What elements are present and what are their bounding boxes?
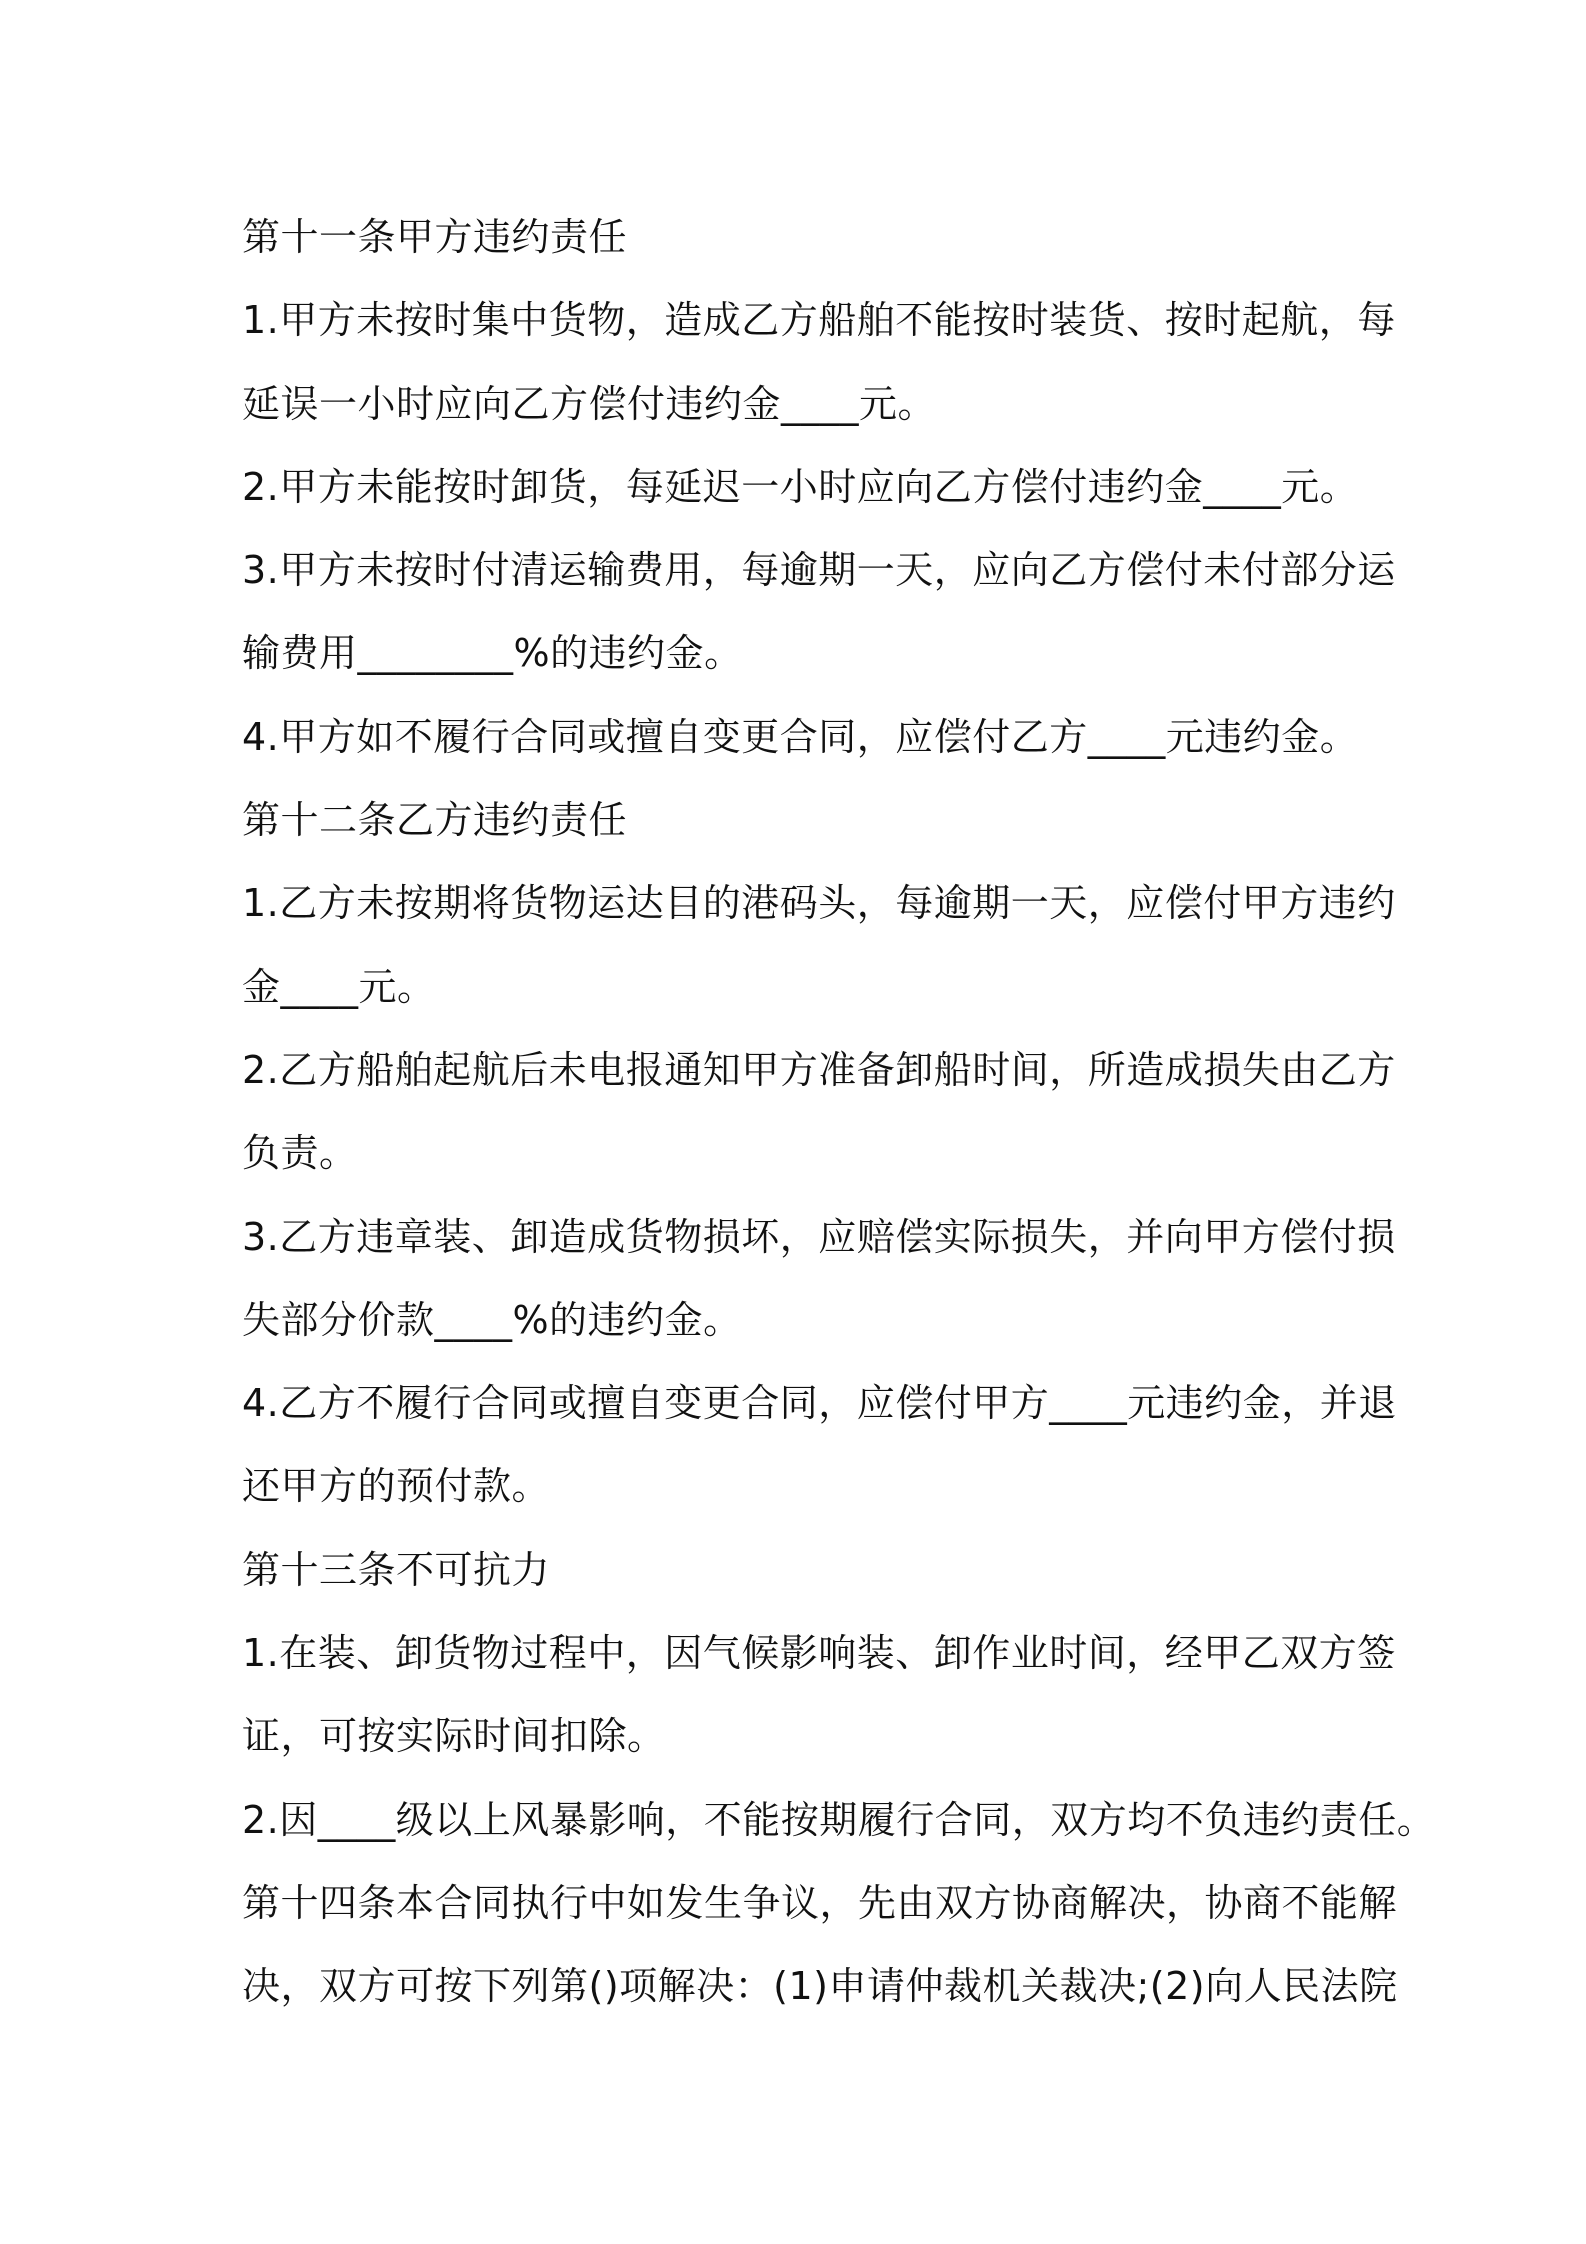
article-11-clause-3-line-2: 输费用________%的违约金。 (242, 631, 743, 676)
article-12-heading: 第十二条乙方违约责任 (242, 798, 628, 843)
article-13-clause-2: 2.因____级以上风暴影响，不能按期履行合同，双方均不负违约责任。 (242, 1797, 1436, 1842)
article-11-clause-1-line-2: 延误一小时应向乙方偿付违约金____元。 (242, 381, 937, 426)
article-11-heading: 第十一条甲方违约责任 (242, 215, 628, 259)
article-12-clause-4-line-1: 4.乙方不履行合同或擅自变更合同，应偿付甲方____元违约金，并退 (242, 1381, 1397, 1426)
article-12-clause-2-line-2: 负责。 (242, 1131, 358, 1176)
article-13-clause-1-line-1: 1.在装、卸货物过程中，因气候影响装、卸作业时间，经甲乙双方签 (242, 1631, 1396, 1676)
article-11-clause-4: 4.甲方如不履行合同或擅自变更合同，应偿付乙方____元违约金。 (242, 714, 1359, 759)
article-14-line-1: 第十四条本合同执行中如发生争议，先由双方协商解决，协商不能解 (242, 1880, 1398, 1925)
article-13-heading: 第十三条不可抗力 (242, 1547, 551, 1592)
article-11-clause-3-line-1: 3.甲方未按时付清运输费用，每逾期一天，应向乙方偿付未付部分运 (242, 548, 1396, 593)
article-14-line-2: 决，双方可按下列第()项解决：(1)申请仲裁机关裁决;(2)向人民法院 (242, 1964, 1398, 2009)
article-12-clause-1-line-2: 金____元。 (242, 964, 436, 1009)
article-11-clause-2: 2.甲方未能按时卸货，每延迟一小时应向乙方偿付违约金____元。 (242, 464, 1359, 509)
contract-text (242, 196, 1436, 2029)
article-12-clause-3-line-2: 失部分价款____%的违约金。 (242, 1297, 742, 1342)
article-12-clause-4-line-2: 还甲方的预付款。 (242, 1464, 551, 1509)
article-12-clause-1-line-1: 1.乙方未按期将货物运达目的港码头，每逾期一天，应偿付甲方违约 (242, 881, 1396, 926)
article-12-clause-2-line-1: 2.乙方船舶起航后未电报通知甲方准备卸船时间，所造成损失由乙方 (242, 1047, 1396, 1092)
article-11-clause-1-line-1: 1.甲方未按时集中货物，造成乙方船舶不能按时装货、按时起航，每 (242, 298, 1396, 343)
article-12-clause-3-line-1: 3.乙方违章装、卸造成货物损坏，应赔偿实际损失，并向甲方偿付损 (242, 1214, 1396, 1259)
article-13-clause-1-line-2: 证，可按实际时间扣除。 (242, 1714, 666, 1759)
